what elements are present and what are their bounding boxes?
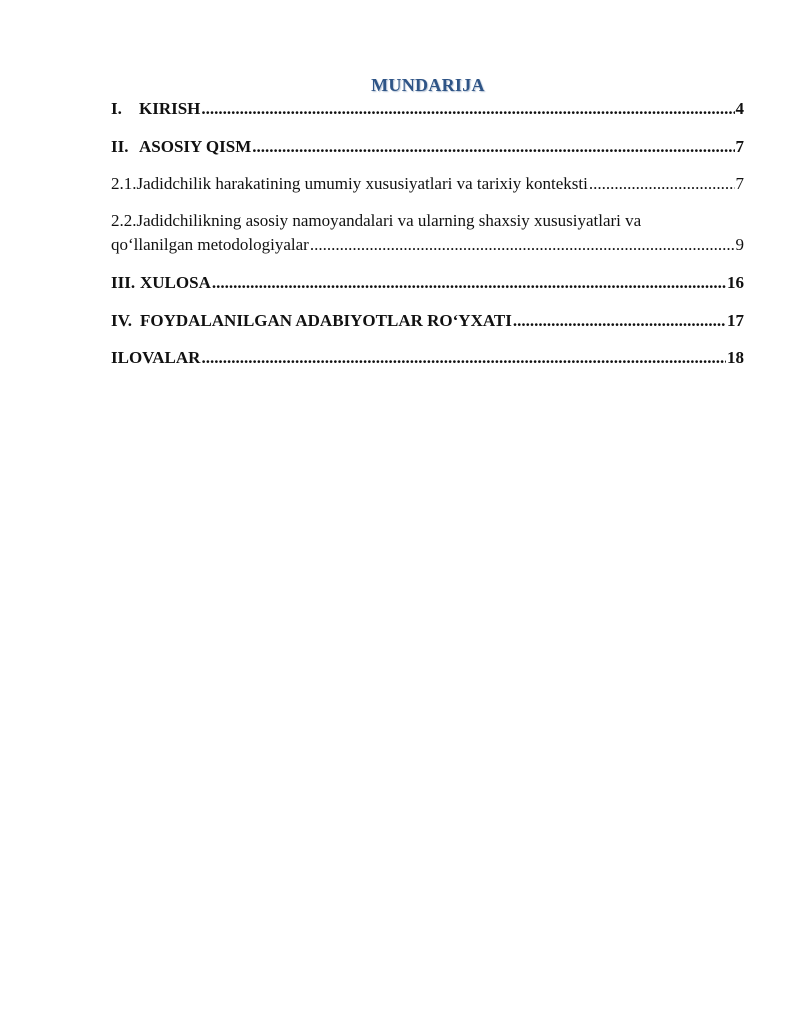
toc-leader-dots bbox=[252, 135, 734, 159]
toc-entry-page: 18 bbox=[727, 348, 744, 367]
toc-entry-number: I. bbox=[111, 99, 122, 118]
toc-entry-text: 2.1.Jadidchilik harakatining umumiy xususiyatlari va tarixiy konteksti bbox=[111, 174, 588, 193]
toc-title: MUNDARIJA bbox=[371, 75, 485, 95]
toc-entry-number: III. bbox=[111, 273, 136, 292]
toc-entry-text: KIRISH bbox=[139, 99, 201, 118]
toc-entry-text: FOYDALANILGAN ADABIYOTLAR RO‘YXATI bbox=[140, 311, 512, 330]
toc-entry-text-line2: qo‘llanilgan metodologiyalar bbox=[111, 235, 309, 254]
toc-entry-text: XULOSA bbox=[140, 273, 211, 292]
toc-entry-ilovalar[interactable] bbox=[111, 346, 744, 370]
toc-entry-page: 17 bbox=[727, 311, 744, 330]
toc-entry-2-1[interactable] bbox=[111, 172, 744, 196]
toc-entry-number: IV. bbox=[111, 311, 132, 330]
toc-leader-dots bbox=[201, 346, 726, 370]
toc-leader-dots bbox=[310, 233, 735, 257]
toc-entry-number: II. bbox=[111, 137, 129, 156]
toc-leader-dots bbox=[589, 172, 735, 196]
toc-leader-dots bbox=[201, 97, 734, 121]
toc-entry-xulosa[interactable] bbox=[111, 271, 744, 295]
toc-entry-page: 9 bbox=[735, 235, 744, 254]
toc-entry-page: 16 bbox=[727, 273, 744, 292]
toc-entry-kirish[interactable] bbox=[111, 97, 744, 121]
toc-entry-page: 4 bbox=[735, 99, 744, 118]
toc-entry-adabiyotlar[interactable] bbox=[111, 309, 744, 333]
toc-entry-asosiy-qism[interactable] bbox=[111, 135, 744, 159]
toc-entry-text: ASOSIY QISM bbox=[139, 137, 252, 156]
toc-leader-dots bbox=[513, 309, 726, 333]
toc-entry-text-line1: 2.2.Jadidchilikning asosiy namoyandalari va ularning shaxsiy xususiyatlari va bbox=[111, 211, 642, 230]
toc-entry-page: 7 bbox=[735, 137, 744, 156]
toc-entry-2-2[interactable] bbox=[111, 209, 744, 257]
toc-entry-page: 7 bbox=[735, 174, 744, 193]
toc-leader-dots bbox=[212, 271, 726, 295]
toc-entry-text: ILOVALAR bbox=[111, 348, 201, 367]
